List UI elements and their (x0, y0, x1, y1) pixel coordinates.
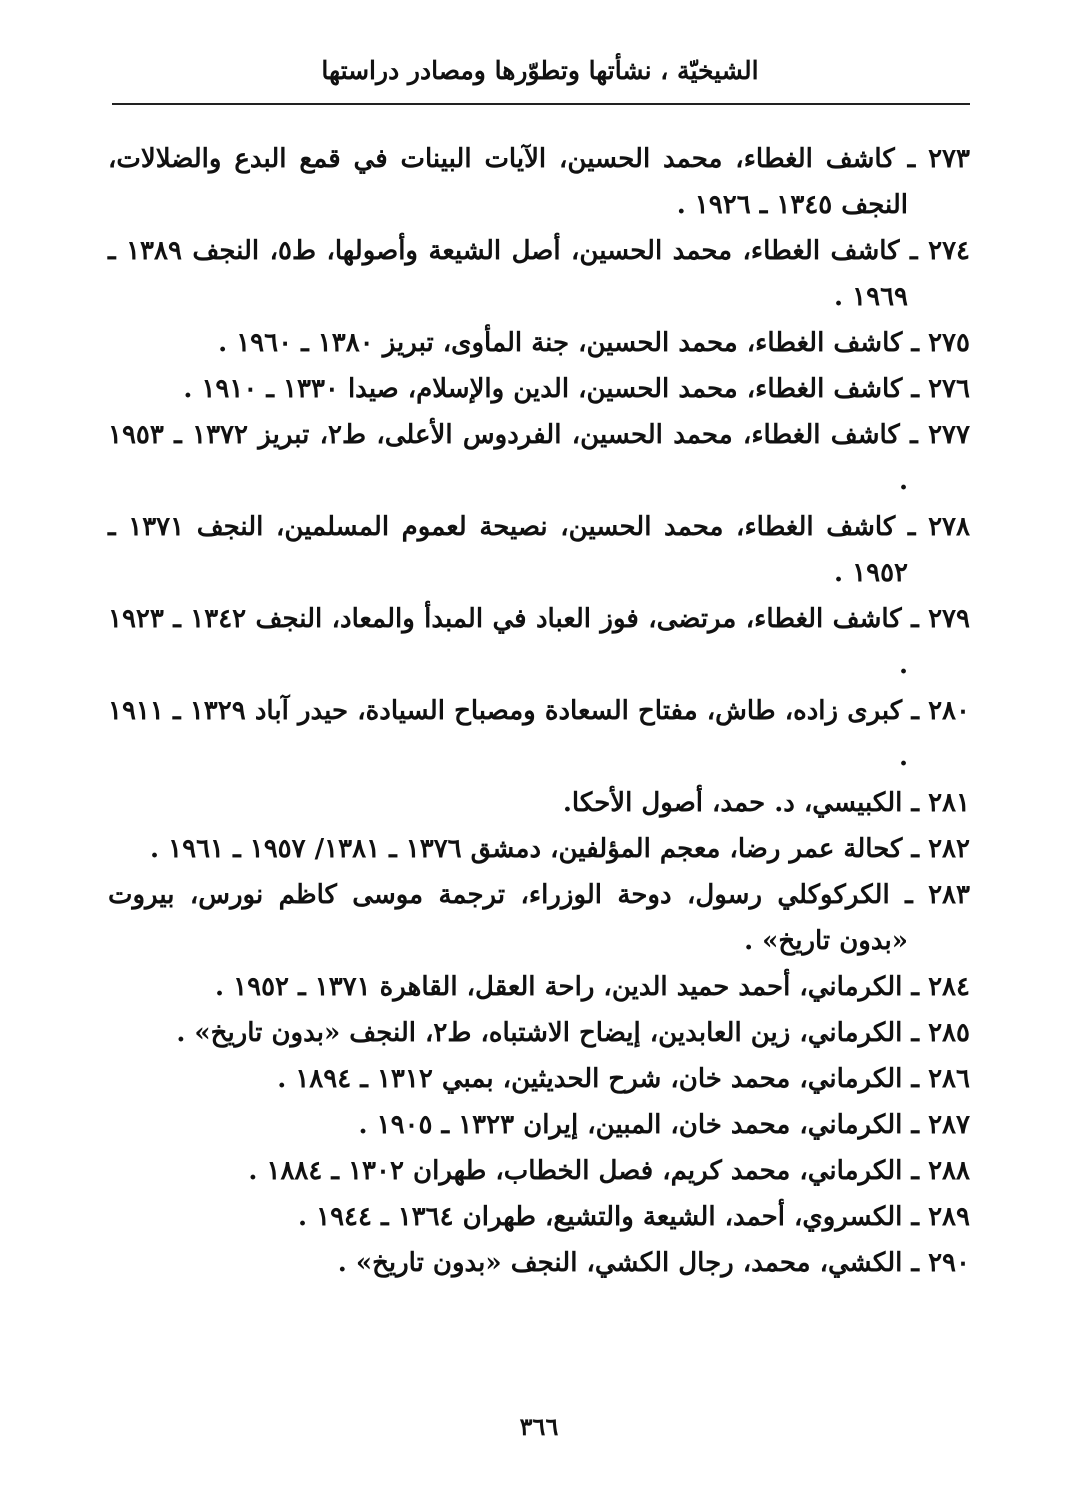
bibliography-entry: ٢٨٨ ـ الكرماني، محمد كريم، فصل الخطاب، طهران ١٣٠٢ ـ ١٨٨٤ . (248, 1156, 970, 1186)
bibliography-entry: ٢٧٥ ـ كاشف الغطاء، محمد الحسين، جنة المأوى، تبريز ١٣٨٠ ـ ١٩٦٠ . (218, 328, 970, 358)
bibliography-entry: ٢٨٢ ـ كحالة عمر رضا، معجم المؤلفين، دمشق ١٣٧٦ ـ ١٣٨١/ ١٩٥٧ ـ ١٩٦١ . (150, 834, 970, 864)
bibliography-entry: ٢٨٩ ـ الكسروي، أحمد، الشيعة والتشيع، طهران ١٣٦٤ ـ ١٩٤٤ . (298, 1202, 970, 1232)
running-header: الشيخيّة ، نشأتها وتطوّرها ومصادر دراستها (321, 56, 759, 85)
page-number: ٣٦٦ (519, 1412, 559, 1441)
bibliography-entry: ٢٧٧ ـ كاشف الغطاء، محمد الحسين، الفردوس الأعلى، ط٢، تبريز ١٣٧٢ ـ ١٩٥٣ . (108, 420, 970, 496)
bibliography-entry: ٢٧٤ ـ كاشف الغطاء، محمد الحسين، أصل الشيعة وأصولها، ط٥، النجف ١٣٨٩ ـ ١٩٦٩ . (108, 236, 971, 312)
bibliography-entry: ٢٨٦ ـ الكرماني، محمد خان، شرح الحديثين، بمبي ١٣١٢ ـ ١٨٩٤ . (277, 1064, 970, 1094)
bibliography-entry: ٢٧٩ ـ كاشف الغطاء، مرتضى، فوز العباد في المبدأ والمعاد، النجف ١٣٤٢ ـ ١٩٢٣ . (108, 604, 970, 680)
bibliography-entry: ٢٧٣ ـ كاشف الغطاء، محمد الحسين، الآيات البينات في قمع البدع والضلالات، النجف ١٣٤٥ ـ ١٩٢٦ . (108, 144, 970, 220)
bibliography-entry: ٢٧٨ ـ كاشف الغطاء، محمد الحسين، نصيحة لعموم المسلمين، النجف ١٣٧١ ـ ١٩٥٢ . (108, 512, 970, 588)
bibliography-list (108, 136, 970, 1286)
bibliography-entry: ٢٨٤ ـ الكرماني، أحمد حميد الدين، راحة العقل، القاهرة ١٣٧١ ـ ١٩٥٢ . (215, 972, 970, 1002)
bibliography-entry: ٢٧٦ ـ كاشف الغطاء، محمد الحسين، الدين والإسلام، صيدا ١٣٣٠ ـ ١٩١٠ . (183, 374, 970, 404)
bibliography-entry: ٢٨١ ـ الكبيسي، د. حمد، أصول الأحكا. (562, 788, 970, 818)
bibliography-entry: ٢٨٠ ـ كبرى زاده، طاش، مفتاح السعادة ومصباح السيادة، حيدر آباد ١٣٢٩ ـ ١٩١١ . (108, 696, 970, 772)
bibliography-entry: ٢٨٥ ـ الكرماني، زين العابدين، إيضاح الاشتباه، ط٢، النجف «بدون تاريخ» . (176, 1018, 970, 1048)
bibliography-entry: ٢٨٣ ـ الكركوكلي رسول، دوحة الوزراء، ترجمة موسى كاظم نورس، بيروت «بدون تاريخ» . (108, 880, 970, 956)
bibliography-entry: ٢٨٧ ـ الكرماني، محمد خان، المبين، إيران ١٣٢٣ ـ ١٩٠٥ . (358, 1110, 970, 1140)
bibliography-entry: ٢٩٠ ـ الكشي، محمد، رجال الكشي، النجف «بدون تاريخ» . (337, 1248, 970, 1278)
header-divider (112, 103, 970, 105)
